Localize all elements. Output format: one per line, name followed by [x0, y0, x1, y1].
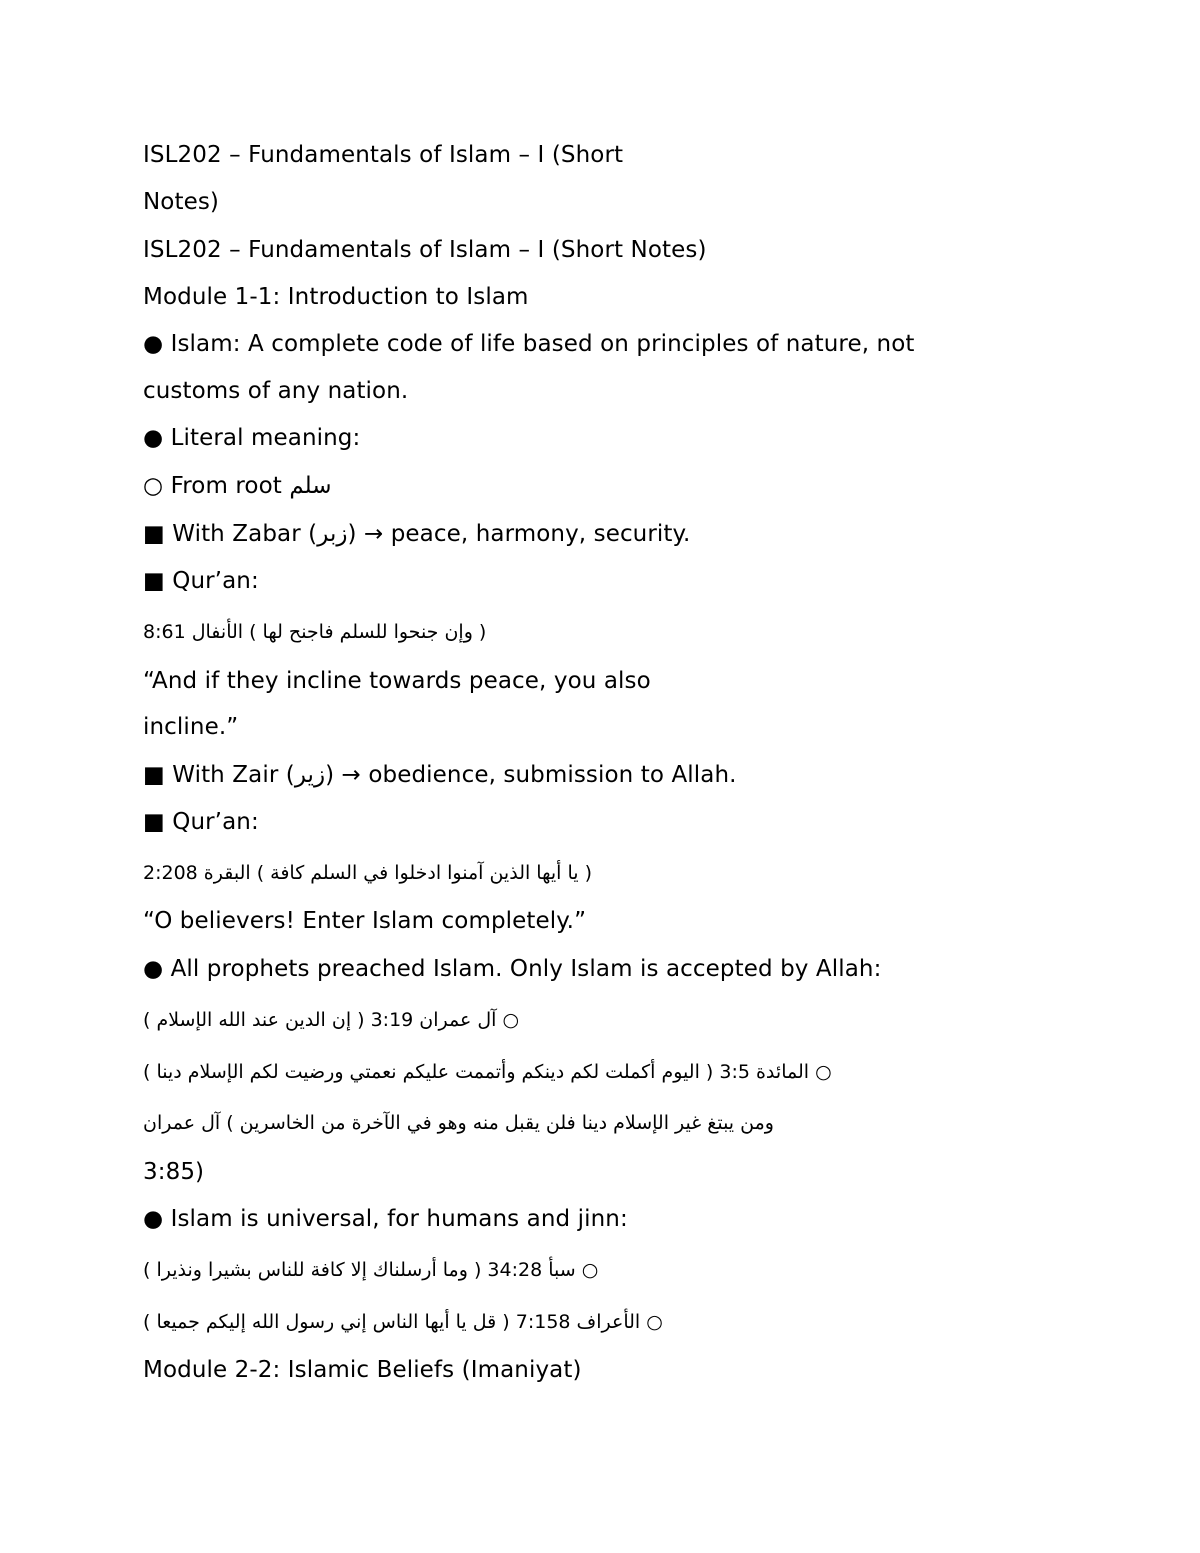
bullet-all-prophets: ● All prophets preached Islam. Only Islam is accepted by Allah:: [143, 956, 882, 982]
arabic-verse-anfal: ( وإن جنحوا للسلم فاجنح لها ) الأنفال 8:61: [143, 621, 487, 643]
arabic-verse-maidah: ○ المائدة 3:5 ( اليوم أكملت لكم دينكم وأتممت عليكم نعمتي ورضيت لكم الإسلام دينا ): [143, 1061, 832, 1083]
arabic-verse-saba: ○ سبأ 34:28 ( وما أرسلناك إلا كافة للناس بشيرا ونذيرا ): [143, 1259, 599, 1281]
module-heading: Module 1-1: Introduction to Islam: [143, 284, 529, 310]
course-title-repeat: ISL202 – Fundamentals of Islam – I (Short Notes): [143, 237, 707, 263]
sub-bullet-zabar: ■ With Zabar (زبر) → peace, harmony, security.: [143, 521, 691, 547]
arabic-verse-imran-3-19: ○ آل عمران 3:19 ( إن الدين عند الله الإسلام ): [143, 1009, 520, 1031]
sub-bullet-root: ○ From root سلم: [143, 473, 332, 499]
arabic-verse-imran-3-85: ومن يبتغ غير الإسلام دينا فلن يقبل منه وهو في الآخرة من الخاسرين ) آل عمران: [143, 1112, 774, 1134]
sub-bullet-zair: ■ With Zair (زير) → obedience, submission to Allah.: [143, 762, 737, 788]
bullet-islam-definition: ● Islam: A complete code of life based on principles of nature, not: [143, 331, 915, 357]
bullet-literal-meaning: ● Literal meaning:: [143, 425, 361, 451]
arabic-verse-baqarah: ( يا أيها الذين آمنوا ادخلوا في السلم كافة ) البقرة 2:208: [143, 862, 592, 884]
bullet-universal: ● Islam is universal, for humans and jinn:: [143, 1206, 628, 1232]
course-title-line-1: ISL202 – Fundamentals of Islam – I (Short: [143, 142, 624, 168]
arabic-verse-araf: ○ الأعراف 7:158 ( قل يا أيها الناس إني رسول الله إليكم جميعا ): [143, 1311, 663, 1333]
translation-line-1: “And if they incline towards peace, you also: [143, 668, 651, 694]
sub-bullet-quran-1: ■ Qur’an:: [143, 568, 259, 594]
sub-bullet-quran-2: ■ Qur’an:: [143, 809, 259, 835]
module-2-heading: Module 2-2: Islamic Beliefs (Imaniyat): [143, 1357, 582, 1383]
course-title-line-2: Notes): [143, 189, 220, 215]
verse-reference-3-85: 3:85): [143, 1159, 205, 1185]
bullet-islam-definition-cont: customs of any nation.: [143, 378, 409, 404]
translation-line-2: incline.”: [143, 714, 239, 740]
translation-believers: “O believers! Enter Islam completely.”: [143, 908, 587, 934]
